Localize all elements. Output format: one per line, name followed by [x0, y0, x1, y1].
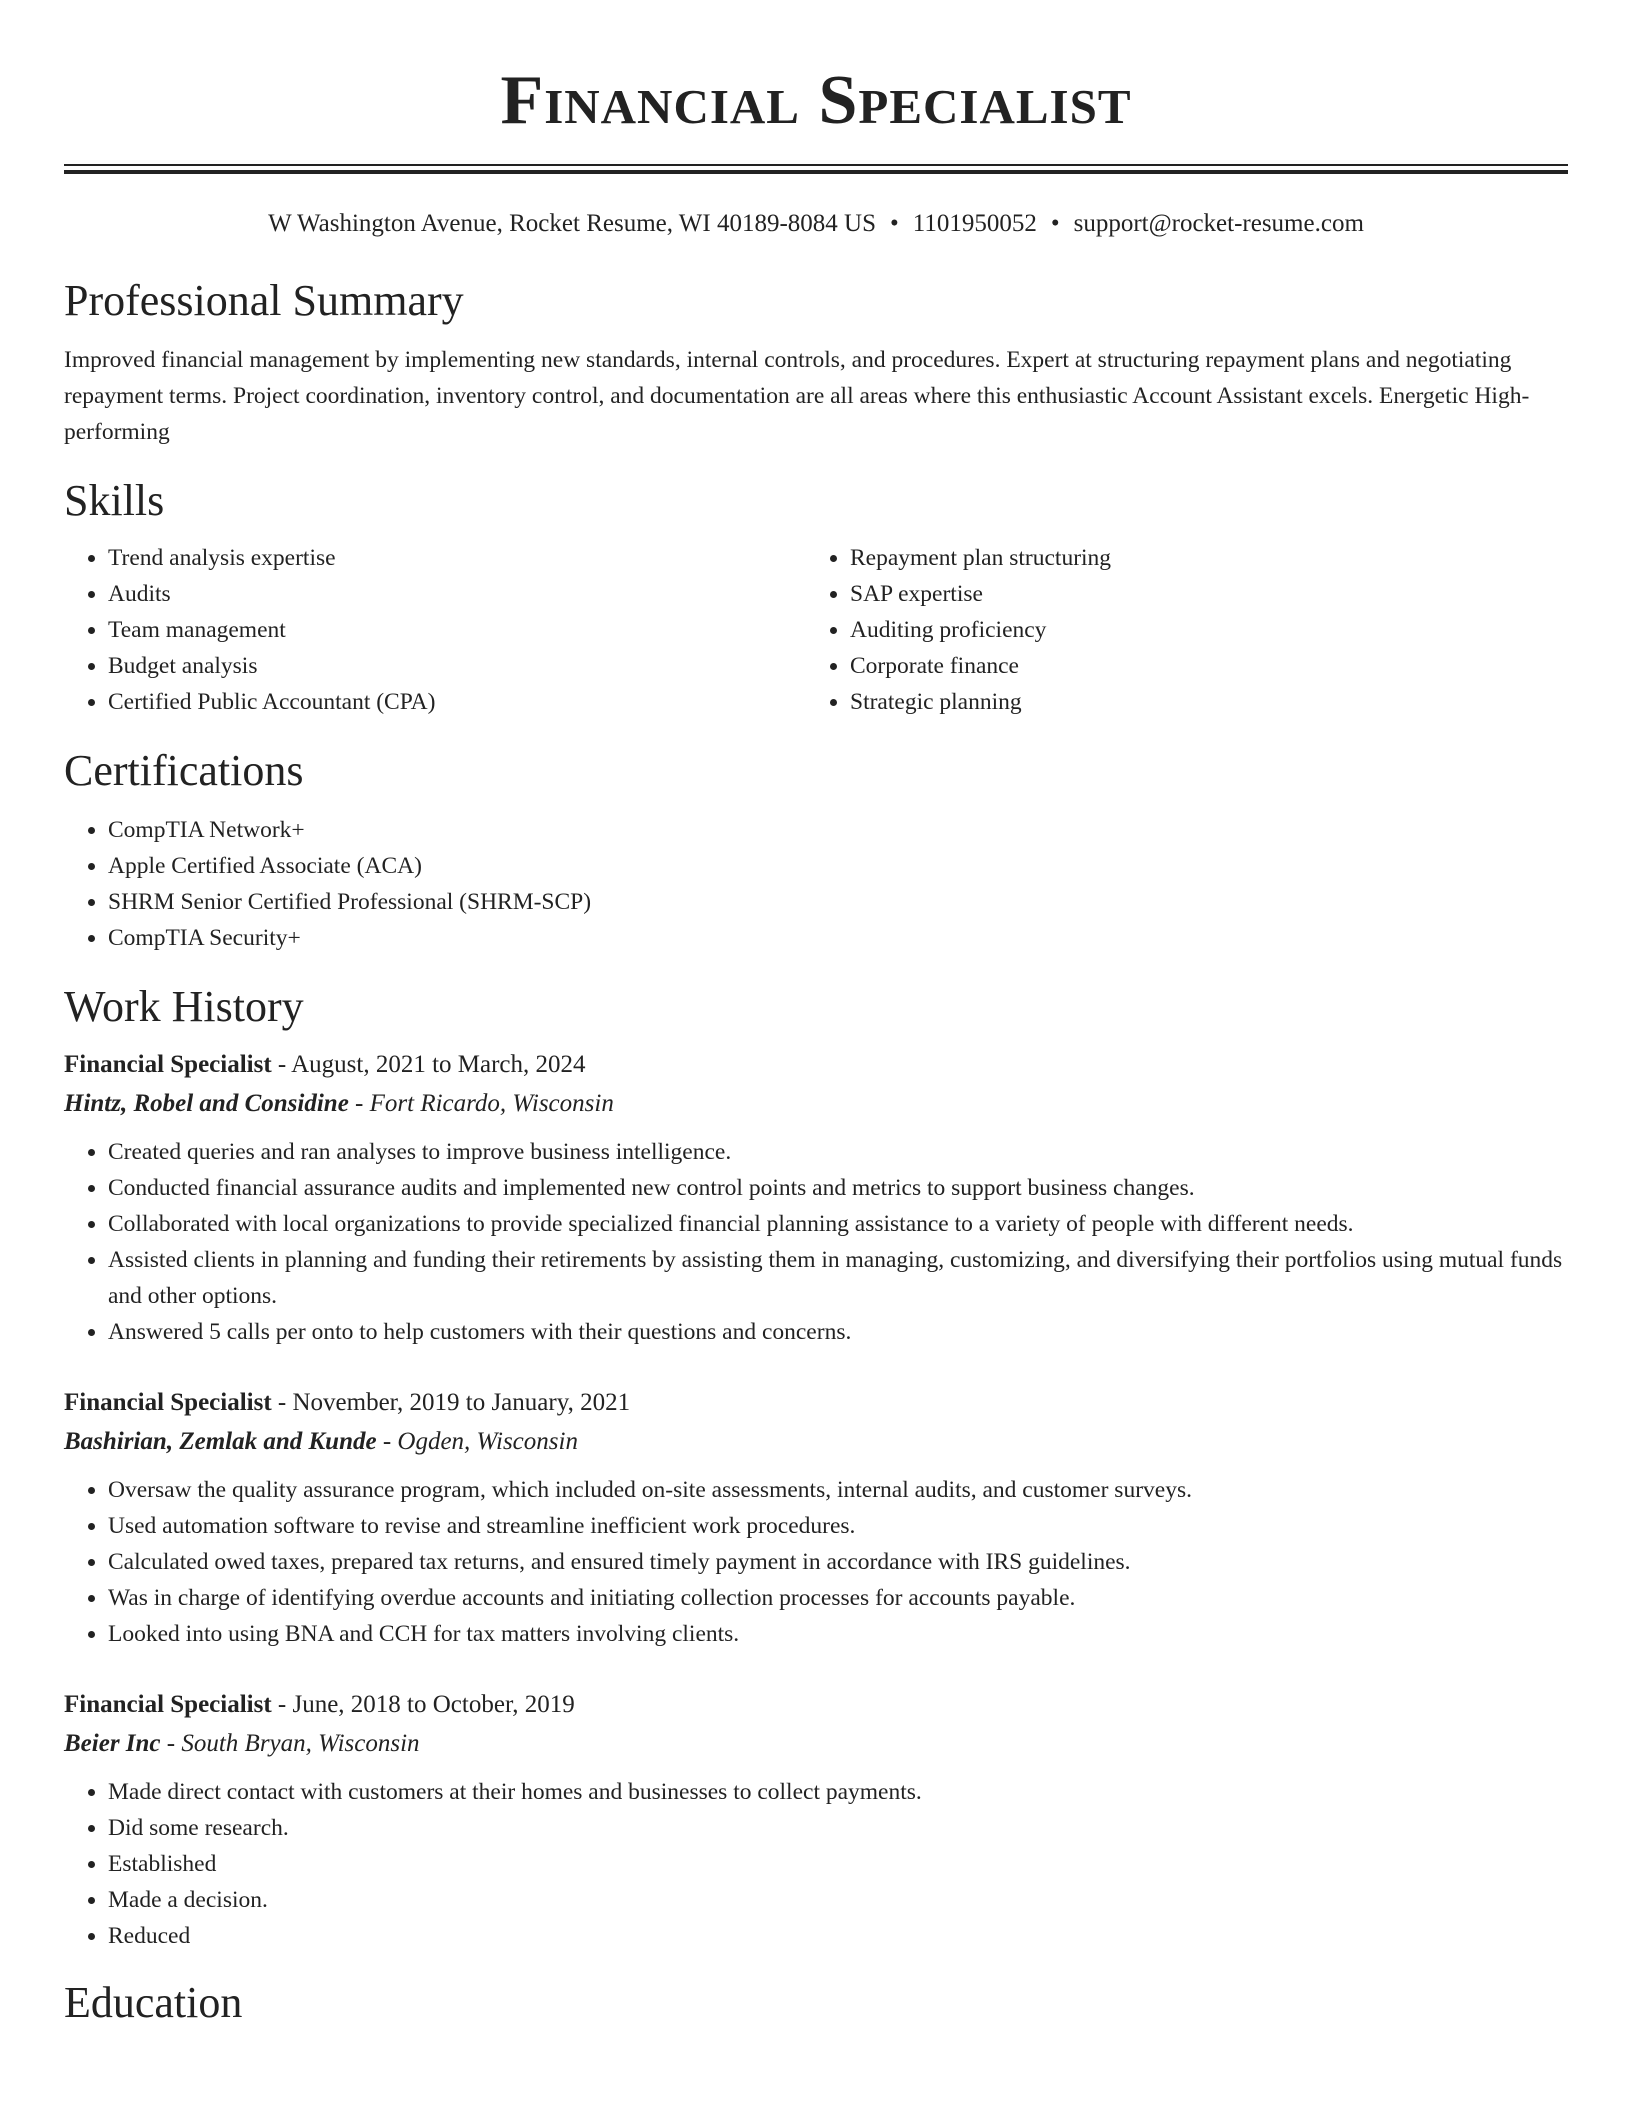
job-bullet: • Established	[108, 1846, 1568, 1882]
skills-left-list	[64, 540, 806, 720]
contact-phone: 1101950052	[912, 210, 1037, 237]
job-bullet-list	[64, 1774, 1568, 1954]
job-company: Bashirian, Zemlak and Kunde	[64, 1428, 377, 1455]
job-title: Financial Specialist	[64, 1389, 272, 1416]
job-bullet: • Used automation software to revise and streamline inefficient work procedures.	[108, 1508, 1568, 1544]
certifications-list	[64, 812, 1568, 956]
title-divider	[64, 164, 1568, 174]
certification-item: • SHRM Senior Certified Professional (SHRM-SCP)	[108, 884, 1568, 920]
skills-right-column	[806, 540, 1548, 720]
contact-address: W Washington Avenue, Rocket Resume, WI 40189-8084 US	[268, 210, 876, 237]
job-dates: - August, 2021 to March, 2024	[271, 1051, 586, 1078]
job-bullet: • Reduced	[108, 1918, 1568, 1954]
job-company-line	[64, 1084, 1568, 1124]
skill-item: • Budget analysis	[108, 648, 806, 684]
skills-heading: Skills	[64, 476, 165, 525]
resume-page	[64, 0, 1568, 2030]
job-bullet: • Oversaw the quality assurance program, which included on-site assessments, internal audits, and customer surveys.	[108, 1472, 1568, 1508]
skill-item: • Audits	[108, 576, 806, 612]
job-bullet: • Collaborated with local organizations to provide specialized financial planning assistance to a variety of people with different needs.	[108, 1206, 1568, 1242]
job-bullet: • Made direct contact with customers at their homes and businesses to collect payments.	[108, 1774, 1568, 1810]
job-company: Hintz, Robel and Considine	[64, 1090, 349, 1117]
contact-email: support@rocket-resume.com	[1073, 210, 1364, 237]
skill-item: • Trend analysis expertise	[108, 540, 806, 576]
job-location: - South Bryan, Wisconsin	[160, 1730, 420, 1757]
summary-heading: Professional Summary	[64, 276, 464, 325]
skill-item: • SAP expertise	[850, 576, 1548, 612]
skill-item: • Corporate finance	[850, 648, 1548, 684]
job-company-line	[64, 1422, 1568, 1462]
contact-line	[64, 208, 1568, 240]
contact-separator: •	[889, 210, 899, 237]
job-bullet: • Did some research.	[108, 1810, 1568, 1846]
skill-item: • Team management	[108, 612, 806, 648]
certification-item: • CompTIA Network+	[108, 812, 1568, 848]
skills-left-column	[64, 540, 806, 720]
job-dates: - June, 2018 to October, 2019	[271, 1691, 575, 1718]
work-history-heading: Work History	[64, 982, 304, 1031]
job-bullet: • Made a decision.	[108, 1882, 1568, 1918]
certifications-heading: Certifications	[64, 746, 304, 795]
job-bullet: • Looked into using BNA and CCH for tax matters involving clients.	[108, 1616, 1568, 1652]
job-bullet: • Conducted financial assurance audits and implemented new control points and metrics to support business changes.	[108, 1170, 1568, 1206]
job-company-line	[64, 1724, 1568, 1764]
job-bullet: • Assisted clients in planning and funding their retirements by assisting them in managing, customizing, and diversifying their portfolios using mutual funds and other options.	[108, 1242, 1568, 1314]
job-title: Financial Specialist	[64, 1691, 272, 1718]
summary-text: Improved financial management by implementing new standards, internal controls, and procedures. Expert at structuring repayment plans and negotiating repayment terms. Project coordination, inventory control, and documentation are all areas where this enthusiastic Account Assistant excels. Energetic High-performing	[64, 347, 1530, 445]
job-bullet-list	[64, 1134, 1568, 1350]
job-bullet-list	[64, 1472, 1568, 1652]
skills-right-list	[806, 540, 1548, 720]
job-location: - Fort Ricardo, Wisconsin	[348, 1090, 614, 1117]
job-dates: - November, 2019 to January, 2021	[271, 1389, 631, 1416]
skill-item: • Auditing proficiency	[850, 612, 1548, 648]
job-bullet: • Was in charge of identifying overdue accounts and initiating collection processes for accounts payable.	[108, 1580, 1568, 1616]
job-entry	[64, 1384, 1568, 1652]
job-entry	[64, 1686, 1568, 1954]
contact-separator: •	[1050, 210, 1060, 237]
skill-item: • Certified Public Accountant (CPA)	[108, 684, 806, 720]
job-bullet: • Calculated owed taxes, prepared tax returns, and ensured timely payment in accordance with IRS guidelines.	[108, 1544, 1568, 1580]
job-title-line	[64, 1046, 1568, 1084]
job-entry	[64, 1046, 1568, 1350]
job-bullet: • Created queries and ran analyses to improve business intelligence.	[108, 1134, 1568, 1170]
education-heading: Education	[64, 1978, 243, 2027]
skill-item: • Repayment plan structuring	[850, 540, 1548, 576]
certification-item: • Apple Certified Associate (ACA)	[108, 848, 1568, 884]
skill-item: • Strategic planning	[850, 684, 1548, 720]
job-title-line	[64, 1686, 1568, 1724]
resume-title: Financial Specialist	[500, 62, 1132, 139]
job-company: Beier Inc	[64, 1730, 161, 1757]
job-bullet: • Answered 5 calls per onto to help customers with their questions and concerns.	[108, 1314, 1568, 1350]
job-location: - Ogden, Wisconsin	[376, 1428, 578, 1455]
skills-columns	[64, 540, 1568, 720]
job-title-line	[64, 1384, 1568, 1422]
job-title: Financial Specialist	[64, 1051, 272, 1078]
certification-item: • CompTIA Security+	[108, 920, 1568, 956]
